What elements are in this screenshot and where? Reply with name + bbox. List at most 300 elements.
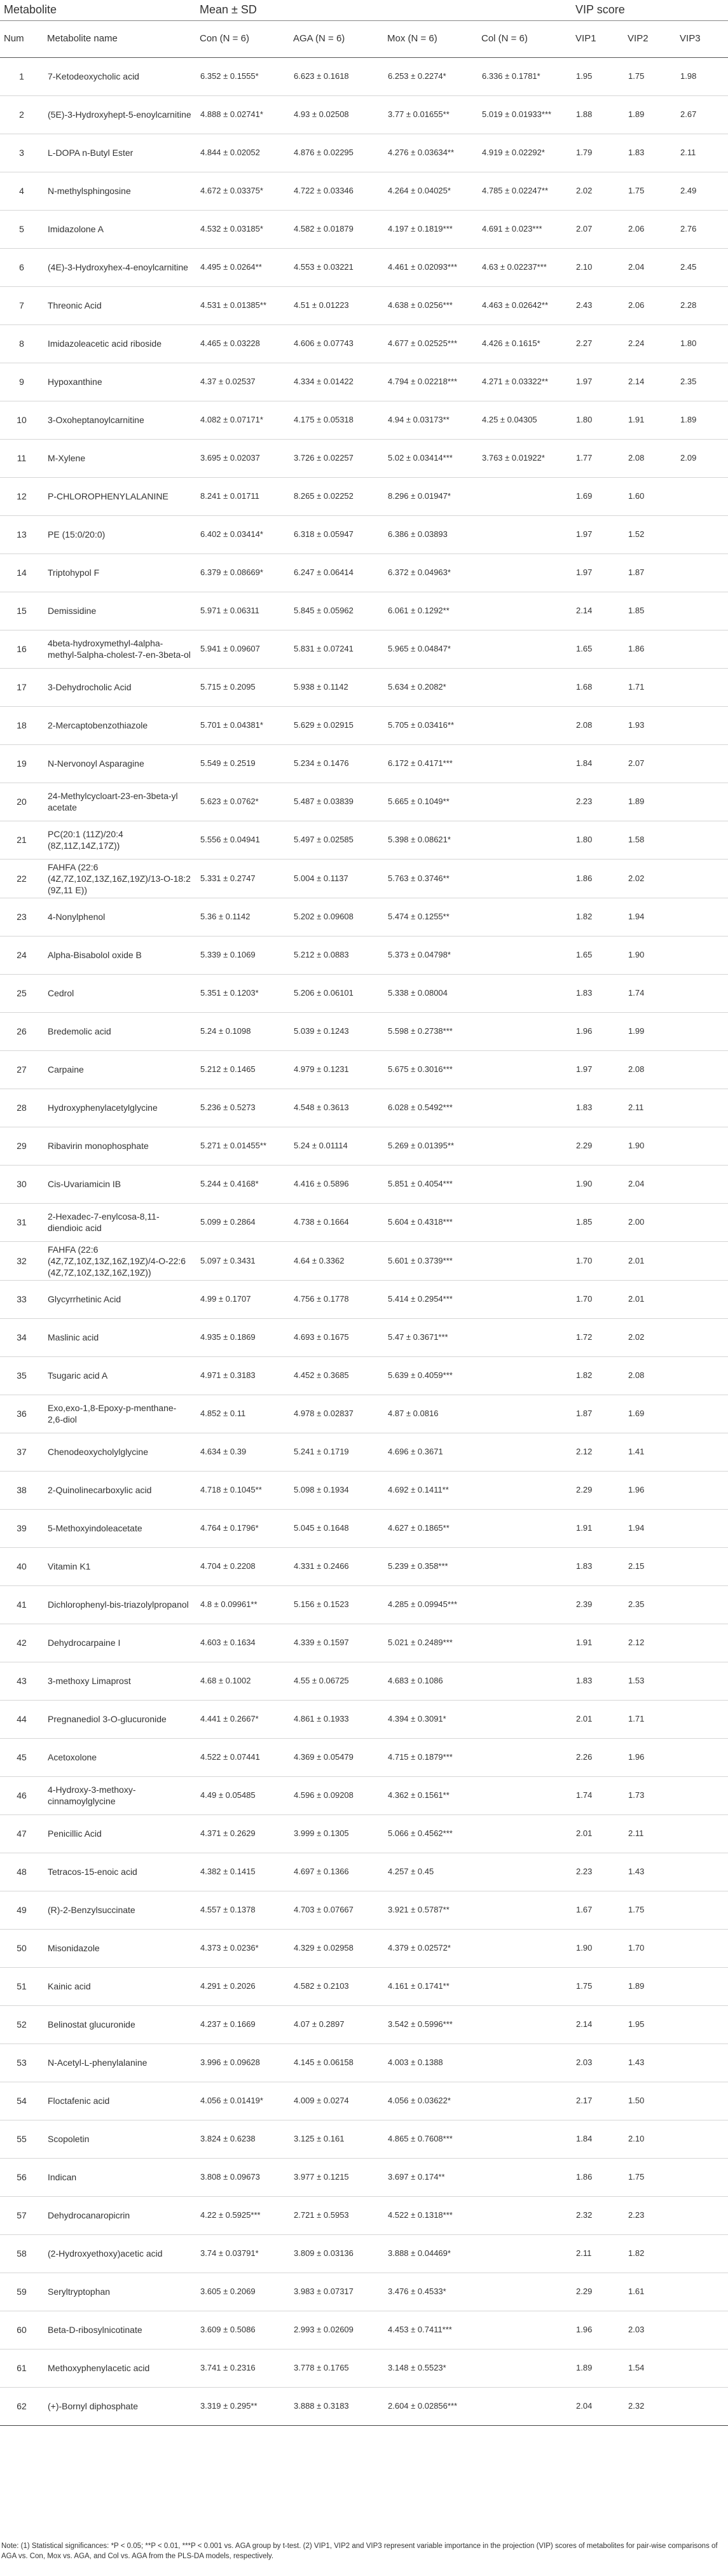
vip3-cell [676,1241,728,1280]
col-value-cell [477,1929,572,1967]
vip1-cell: 2.03 [572,2043,624,2082]
col-value-cell [477,859,572,898]
con-value-cell: 6.402 ± 0.03414* [196,515,289,553]
mox-value-cell: 5.338 ± 0.08004 [383,974,477,1012]
vip1-cell: 1.77 [572,439,624,477]
aga-value-cell: 5.24 ± 0.01114 [289,1127,383,1165]
aga-value-cell: 3.809 ± 0.03136 [289,2234,383,2273]
table-row [0,1967,728,2005]
col-value-cell: 4.63 ± 0.02237*** [477,248,572,286]
metabolite-name-cell: Tetracos-15-enoic acid [43,1853,196,1891]
vip3-cell [676,630,728,668]
vip2-cell: 2.08 [624,1356,676,1395]
table-row [0,1165,728,1203]
metabolite-name-cell: Chenodeoxycholylglycine [43,1433,196,1471]
con-value-cell: 3.319 ± 0.295** [196,2387,289,2425]
aga-value-cell: 3.726 ± 0.02257 [289,439,383,477]
vip1-cell: 2.43 [572,286,624,324]
mox-value-cell: 5.398 ± 0.08621* [383,821,477,859]
num-cell: 24 [0,936,43,974]
col-value-cell [477,1241,572,1280]
metabolite-name-cell: 4beta-hydroxymethyl-4alpha-methyl-5alpha-cholest-7-en-3beta-ol [43,630,196,668]
vip1-cell: 1.84 [572,2120,624,2158]
con-value-cell: 4.441 ± 0.2667* [196,1700,289,1738]
vip1-cell: 2.29 [572,2273,624,2311]
vip2-cell: 1.94 [624,1509,676,1547]
metabolite-name-cell: Cedrol [43,974,196,1012]
vip1-cell: 1.90 [572,1929,624,1967]
aga-value-cell: 5.202 ± 0.09608 [289,898,383,936]
con-value-cell: 5.331 ± 0.2747 [196,859,289,898]
num-cell: 27 [0,1050,43,1089]
aga-value-cell: 4.722 ± 0.03346 [289,172,383,210]
table-row [0,1853,728,1891]
mox-value-cell: 5.474 ± 0.1255** [383,898,477,936]
vip3-cell [676,1891,728,1929]
col-value-cell [477,1318,572,1356]
mox-value-cell: 5.639 ± 0.4059*** [383,1356,477,1395]
con-value-cell: 4.373 ± 0.0236* [196,1929,289,1967]
vip1-cell: 1.83 [572,1089,624,1127]
vip3-cell [676,1280,728,1318]
col-value-cell [477,1012,572,1050]
table-row [0,1662,728,1700]
vip2-cell: 1.60 [624,477,676,515]
mean-sd-header: Mean ± SD [196,0,572,20]
mox-value-cell: 5.665 ± 0.1049** [383,783,477,821]
table-row [0,1241,728,1280]
metabolite-name-cell: Bredemolic acid [43,1012,196,1050]
con-value-cell: 3.695 ± 0.02037 [196,439,289,477]
col-value-cell [477,1891,572,1929]
con-value-cell: 4.49 ± 0.05485 [196,1776,289,1814]
vip2-cell: 2.11 [624,1814,676,1853]
vip3-cell [676,2273,728,2311]
mox-value-cell: 5.414 ± 0.2954*** [383,1280,477,1318]
mox-value-cell: 5.02 ± 0.03414*** [383,439,477,477]
aga-value-cell: 4.756 ± 0.1778 [289,1280,383,1318]
vip3-cell [676,668,728,706]
vip3-cell [676,1050,728,1089]
metabolite-name-cell: 2-Quinolinecarboxylic acid [43,1471,196,1509]
metabolite-name-cell: Triptohypol F [43,553,196,592]
num-cell: 10 [0,401,43,439]
vip1-cell: 1.87 [572,1395,624,1433]
con-value-cell: 4.522 ± 0.07441 [196,1738,289,1776]
aga-value-cell: 6.247 ± 0.06414 [289,553,383,592]
metabolite-name-cell: Tsugaric acid A [43,1356,196,1395]
aga-value-cell: 5.206 ± 0.06101 [289,974,383,1012]
metabolite-name-cell: M-Xylene [43,439,196,477]
vip2-cell: 2.00 [624,1203,676,1241]
aga-value-cell: 5.098 ± 0.1934 [289,1471,383,1509]
mox-value-cell: 6.028 ± 0.5492*** [383,1089,477,1127]
aga-value-cell: 4.693 ± 0.1675 [289,1318,383,1356]
vip2-cell: 1.86 [624,630,676,668]
vip1-cell: 2.29 [572,1127,624,1165]
vip2-cell: 1.75 [624,57,676,95]
col-value-cell [477,2043,572,2082]
col-value-cell [477,1814,572,1853]
num-cell: 29 [0,1127,43,1165]
vip1-cell: 2.02 [572,172,624,210]
col-value-cell [477,2349,572,2387]
num-cell: 43 [0,1662,43,1700]
metabolite-name-cell: Pregnanediol 3-O-glucuronide [43,1700,196,1738]
num-cell: 35 [0,1356,43,1395]
vip1-cell: 1.72 [572,1318,624,1356]
vip3-cell [676,1814,728,1853]
mox-value-cell: 5.675 ± 0.3016*** [383,1050,477,1089]
aga-value-cell: 4.978 ± 0.02837 [289,1395,383,1433]
con-value-cell: 5.212 ± 0.1465 [196,1050,289,1089]
vip2-cell: 1.50 [624,2082,676,2120]
vip3-header: VIP3 [676,20,728,57]
vip1-cell: 2.12 [572,1433,624,1471]
metabolite-name-cell: 4-Hydroxy-3-methoxy-cinnamoylglycine [43,1776,196,1814]
vip2-cell: 2.08 [624,439,676,477]
metabolite-name-cell: Vitamin K1 [43,1547,196,1585]
vip3-cell [676,1929,728,1967]
table-row [0,1127,728,1165]
num-cell: 47 [0,1814,43,1853]
vip2-cell: 2.35 [624,1585,676,1624]
num-cell: 56 [0,2158,43,2196]
vip3-cell [676,1776,728,1814]
vip2-cell: 1.87 [624,553,676,592]
col-value-cell [477,821,572,859]
vip3-cell [676,1433,728,1471]
col-header: Col (N = 6) [477,20,572,57]
vip3-cell [676,1089,728,1127]
aga-value-cell: 2.721 ± 0.5953 [289,2196,383,2234]
num-cell: 3 [0,134,43,172]
table-row [0,363,728,401]
con-value-cell: 4.634 ± 0.39 [196,1433,289,1471]
vip2-cell: 2.12 [624,1624,676,1662]
aga-value-cell: 4.331 ± 0.2466 [289,1547,383,1585]
num-cell: 31 [0,1203,43,1241]
metabolite-name-cell: Cis-Uvariamicin IB [43,1165,196,1203]
table-row [0,1203,728,1241]
vip1-cell: 1.68 [572,668,624,706]
table-row [0,1738,728,1776]
col-value-cell [477,706,572,744]
con-value-cell: 6.352 ± 0.1555* [196,57,289,95]
vip3-cell [676,1318,728,1356]
vip3-cell [676,2234,728,2273]
mox-value-cell: 5.47 ± 0.3671*** [383,1318,477,1356]
table-row [0,477,728,515]
vip2-cell: 2.32 [624,2387,676,2425]
con-value-cell: 4.844 ± 0.02052 [196,134,289,172]
vip2-cell: 1.58 [624,821,676,859]
num-cell: 46 [0,1776,43,1814]
con-value-cell: 4.603 ± 0.1634 [196,1624,289,1662]
vip1-cell: 1.82 [572,1356,624,1395]
mox-value-cell: 5.066 ± 0.4562*** [383,1814,477,1853]
num-cell: 15 [0,592,43,630]
aga-value-cell: 4.64 ± 0.3362 [289,1241,383,1280]
vip3-cell [676,2082,728,2120]
aga-value-cell: 3.977 ± 0.1215 [289,2158,383,2196]
col-value-cell [477,783,572,821]
mox-value-cell: 3.888 ± 0.04469* [383,2234,477,2273]
vip1-cell: 1.82 [572,898,624,936]
mox-value-cell: 4.87 ± 0.0816 [383,1395,477,1433]
aga-value-cell: 4.703 ± 0.07667 [289,1891,383,1929]
vip1-cell: 1.97 [572,515,624,553]
metabolite-name-cell: Penicillic Acid [43,1814,196,1853]
num-cell: 16 [0,630,43,668]
vip2-cell: 1.73 [624,1776,676,1814]
table-row [0,248,728,286]
col-value-cell [477,974,572,1012]
table-row [0,1624,728,1662]
col-value-cell [477,898,572,936]
col-value-cell: 5.019 ± 0.01933*** [477,95,572,134]
mox-value-cell: 4.453 ± 0.7411*** [383,2311,477,2349]
metabolite-name-cell: Carpaine [43,1050,196,1089]
aga-value-cell: 4.582 ± 0.01879 [289,210,383,248]
con-value-cell: 4.22 ± 0.5925*** [196,2196,289,2234]
table-row [0,1585,728,1624]
table-row [0,1547,728,1585]
num-cell: 59 [0,2273,43,2311]
mox-header: Mox (N = 6) [383,20,477,57]
mox-value-cell: 4.865 ± 0.7608*** [383,2120,477,2158]
mox-value-cell: 3.148 ± 0.5523* [383,2349,477,2387]
metabolite-name-cell: (5E)-3-Hydroxyhept-5-enoylcarnitine [43,95,196,134]
num-cell: 45 [0,1738,43,1776]
table-row [0,1700,728,1738]
metabolite-name-cell: Indican [43,2158,196,2196]
col-value-cell [477,1853,572,1891]
num-cell: 38 [0,1471,43,1509]
con-value-cell: 5.701 ± 0.04381* [196,706,289,744]
mox-value-cell: 4.197 ± 0.1819*** [383,210,477,248]
con-value-cell: 4.291 ± 0.2026 [196,1967,289,2005]
vip1-cell: 1.83 [572,1547,624,1585]
aga-value-cell: 5.156 ± 0.1523 [289,1585,383,1624]
con-value-cell: 4.8 ± 0.09961** [196,1585,289,1624]
vip3-cell [676,974,728,1012]
mox-value-cell: 4.056 ± 0.03622* [383,2082,477,2120]
aga-value-cell: 4.452 ± 0.3685 [289,1356,383,1395]
metabolite-name-cell: Imidazolone A [43,210,196,248]
header-group-row [0,0,728,20]
vip2-cell: 1.89 [624,783,676,821]
aga-value-cell: 5.241 ± 0.1719 [289,1433,383,1471]
aga-value-cell: 2.993 ± 0.02609 [289,2311,383,2349]
vip2-cell: 2.10 [624,2120,676,2158]
num-cell: 49 [0,1891,43,1929]
num-cell: 19 [0,744,43,783]
mox-value-cell: 3.921 ± 0.5787** [383,1891,477,1929]
vip3-cell: 2.09 [676,439,728,477]
aga-value-cell: 4.861 ± 0.1933 [289,1700,383,1738]
aga-value-cell: 4.553 ± 0.03221 [289,248,383,286]
mox-value-cell: 5.634 ± 0.2082* [383,668,477,706]
vip1-cell: 1.80 [572,401,624,439]
col-value-cell [477,1280,572,1318]
vip2-cell: 1.89 [624,1967,676,2005]
vip2-cell: 1.61 [624,2273,676,2311]
vip1-cell: 2.04 [572,2387,624,2425]
vip3-cell [676,744,728,783]
vip2-header: VIP2 [624,20,676,57]
num-cell: 17 [0,668,43,706]
vip2-cell: 1.85 [624,592,676,630]
con-value-cell: 5.623 ± 0.0762* [196,783,289,821]
metabolite-name-cell: P-CHLOROPHENYLALANINE [43,477,196,515]
vip2-cell: 1.95 [624,2005,676,2043]
vip1-cell: 2.39 [572,1585,624,1624]
vip3-cell [676,859,728,898]
vip3-cell: 2.45 [676,248,728,286]
num-cell: 2 [0,95,43,134]
vip3-cell: 2.49 [676,172,728,210]
vip1-cell: 2.10 [572,248,624,286]
vip1-cell: 1.75 [572,1967,624,2005]
vip3-cell [676,2043,728,2082]
mox-value-cell: 6.061 ± 0.1292** [383,592,477,630]
vip2-cell: 2.03 [624,2311,676,2349]
aga-value-cell: 5.938 ± 0.1142 [289,668,383,706]
metabolite-name-cell: (+)-Bornyl diphosphate [43,2387,196,2425]
vip3-cell: 2.76 [676,210,728,248]
table-row [0,2234,728,2273]
table-row [0,630,728,668]
con-value-cell: 4.99 ± 0.1707 [196,1280,289,1318]
vip2-cell: 1.52 [624,515,676,553]
vip1-cell: 2.14 [572,592,624,630]
table-row [0,2120,728,2158]
vip3-cell: 2.35 [676,363,728,401]
num-cell: 22 [0,859,43,898]
aga-value-cell: 4.175 ± 0.05318 [289,401,383,439]
vip1-cell: 1.88 [572,95,624,134]
metabolite-name-cell: Kainic acid [43,1967,196,2005]
con-value-cell: 6.379 ± 0.08669* [196,553,289,592]
num-cell: 12 [0,477,43,515]
con-value-cell: 4.237 ± 0.1669 [196,2005,289,2043]
table-row [0,1929,728,1967]
vip2-cell: 1.71 [624,1700,676,1738]
metabolite-name-cell: (R)-2-Benzylsuccinate [43,1891,196,1929]
aga-value-cell: 3.888 ± 0.3183 [289,2387,383,2425]
col-value-cell [477,1585,572,1624]
con-value-cell: 4.532 ± 0.03185* [196,210,289,248]
metabolite-name-cell: Acetoxolone [43,1738,196,1776]
vip1-cell: 1.85 [572,1203,624,1241]
con-value-cell: 4.465 ± 0.03228 [196,324,289,363]
vip2-cell: 2.06 [624,286,676,324]
vip1-cell: 1.97 [572,363,624,401]
num-cell: 52 [0,2005,43,2043]
mox-value-cell: 5.965 ± 0.04847* [383,630,477,668]
table-body [0,57,728,2425]
vip1-cell: 2.26 [572,1738,624,1776]
vip2-cell: 2.11 [624,1089,676,1127]
metabolite-name-cell: Hydroxyphenylacetylglycine [43,1089,196,1127]
vip1-cell: 1.89 [572,2349,624,2387]
vip3-cell [676,1547,728,1585]
metabolite-name-cell: Beta-D-ribosylnicotinate [43,2311,196,2349]
vip3-cell [676,1395,728,1433]
con-value-cell: 5.271 ± 0.01455** [196,1127,289,1165]
table-row [0,1395,728,1433]
con-value-cell: 5.715 ± 0.2095 [196,668,289,706]
con-value-cell: 5.941 ± 0.09607 [196,630,289,668]
mox-value-cell: 4.715 ± 0.1879*** [383,1738,477,1776]
metabolite-name-cell: N-Nervonoyl Asparagine [43,744,196,783]
mox-value-cell: 4.638 ± 0.0256*** [383,286,477,324]
vip2-cell: 1.90 [624,1127,676,1165]
col-value-cell [477,1433,572,1471]
table-row [0,210,728,248]
col-value-cell [477,1662,572,1700]
col-value-cell [477,1776,572,1814]
aga-value-cell: 6.318 ± 0.05947 [289,515,383,553]
aga-value-cell: 4.329 ± 0.02958 [289,1929,383,1967]
col-value-cell [477,1050,572,1089]
col-value-cell [477,744,572,783]
vip3-cell [676,1624,728,1662]
mox-value-cell: 4.461 ± 0.02093*** [383,248,477,286]
col-value-cell [477,2273,572,2311]
con-value-cell: 5.24 ± 0.1098 [196,1012,289,1050]
vip3-cell: 1.89 [676,401,728,439]
col-value-cell: 3.763 ± 0.01922* [477,439,572,477]
con-value-cell: 3.808 ± 0.09673 [196,2158,289,2196]
vip2-cell: 2.04 [624,248,676,286]
con-value-cell: 4.971 ± 0.3183 [196,1356,289,1395]
col-value-cell: 4.919 ± 0.02292* [477,134,572,172]
col-value-cell: 6.336 ± 0.1781* [477,57,572,95]
aga-value-cell: 4.51 ± 0.01223 [289,286,383,324]
aga-value-cell: 8.265 ± 0.02252 [289,477,383,515]
mox-value-cell: 3.77 ± 0.01655** [383,95,477,134]
metabolite-name-header: Metabolite name [43,20,196,57]
con-value-cell: 4.718 ± 0.1045** [196,1471,289,1509]
metabolite-name-cell: Hypoxanthine [43,363,196,401]
vip1-cell: 1.97 [572,553,624,592]
header-column-row [0,20,728,57]
aga-value-cell: 5.831 ± 0.07241 [289,630,383,668]
table-row [0,744,728,783]
vip2-cell: 2.04 [624,1165,676,1203]
vip3-cell [676,1585,728,1624]
con-value-cell: 4.888 ± 0.02741* [196,95,289,134]
metabolite-name-cell: Dichlorophenyl-bis-triazolylpropanol [43,1585,196,1624]
col-value-cell [477,553,572,592]
col-value-cell [477,2082,572,2120]
col-value-cell [477,2158,572,2196]
con-value-cell: 5.097 ± 0.3431 [196,1241,289,1280]
vip2-cell: 1.53 [624,1662,676,1700]
vip2-cell: 2.23 [624,2196,676,2234]
mox-value-cell: 4.696 ± 0.3671 [383,1433,477,1471]
table-row [0,515,728,553]
table-row [0,2005,728,2043]
metabolite-name-cell: Dehydrocarpaine I [43,1624,196,1662]
num-cell: 23 [0,898,43,936]
con-value-cell: 3.605 ± 0.2069 [196,2273,289,2311]
vip1-cell: 1.96 [572,1012,624,1050]
vip1-cell: 2.23 [572,1853,624,1891]
con-value-cell: 4.557 ± 0.1378 [196,1891,289,1929]
